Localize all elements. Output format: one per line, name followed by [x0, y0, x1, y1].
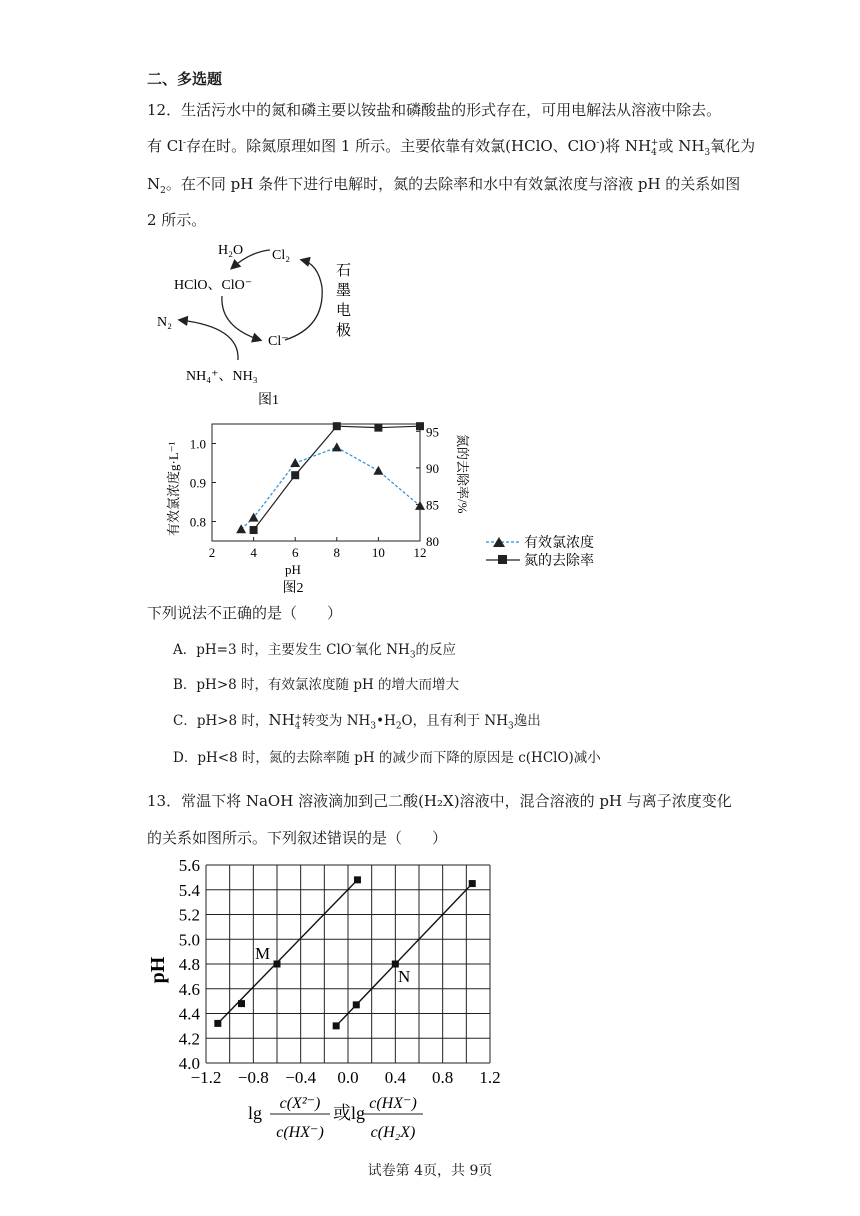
fig1-caption: 图1	[258, 393, 279, 408]
fig1-electrode-2: 墨	[336, 283, 352, 299]
q13-xlabel-num2: c(HX⁻)	[369, 1095, 417, 1112]
q12-option-a[interactable]: A．pH=3 时，主要发生 ClO-氧化 $NH_3$的反应	[173, 641, 457, 661]
q13-ylabel: pH	[147, 956, 169, 984]
q13-xtick-label: 0.4	[384, 1068, 406, 1087]
fig1-arrow-nh-to-n2	[180, 320, 238, 360]
fig2-ytick-right-label: 95	[426, 424, 439, 440]
q13-xlabel-or: 或lg	[333, 1103, 366, 1123]
fig2-nitrogen-point	[416, 422, 424, 430]
q13-chart	[140, 855, 520, 1155]
fig2-caption: 图2	[282, 581, 304, 596]
q13-ytick-label: 5.2	[178, 905, 200, 925]
q13-xlabel-den1: c(HX⁻)	[276, 1124, 324, 1141]
fig1-cl-minus: Cl⁻	[268, 334, 289, 349]
q12-line2: 有 Cl-存在时。除氮原理如图 1 所示。主要依靠有效氯(HClO、ClO-)将 $NH_4^+$或 $NH_3$氧化为	[147, 137, 756, 158]
q13-data-point	[469, 880, 476, 887]
q13-data-point	[333, 1022, 340, 1029]
q12-line3: $N_2$。在不同 pH 条件下进行电解时，氮的去除率和水中有效氯浓度与溶液 pH 的关系如图	[147, 175, 741, 196]
q13-xtick-label: −0.8	[237, 1068, 269, 1087]
fig2-nitrogen-point	[374, 424, 382, 432]
q13-line2: 的关系如图所示。下列叙述错误的是（ ）	[147, 829, 448, 847]
section-title: 二、多选题	[147, 70, 223, 88]
fig2-nitrogen-point	[333, 422, 341, 430]
q13-xtick-label: 0.8	[432, 1068, 454, 1087]
q12-option-b[interactable]: B．pH>8 时，有效氯浓度随 pH 的增大而增大	[173, 677, 460, 693]
fig2-nitrogen-point	[291, 471, 299, 479]
fig2-nitrogen-point	[250, 526, 258, 534]
fig1-n2: N₂	[157, 315, 172, 330]
figure-1-diagram	[150, 232, 370, 412]
q12-line4: 2 所示。	[147, 211, 207, 229]
q12-option-c[interactable]: C．pH>8 时，$NH_4^+$转变为 $NH_3•H_2O$，且有利于 $NH_3$逸出	[173, 711, 541, 732]
fig1-hclo: HClO、ClO⁻	[174, 278, 253, 293]
q13-xtick-label: 1.2	[479, 1068, 501, 1087]
fig2-ylabel-left: 有效氯浓度g·L⁻¹	[166, 441, 181, 536]
q12-option-d[interactable]: D．pH<8 时，氮的去除率随 pH 的减少而下降的原因是 c(HClO)减小	[173, 750, 601, 766]
q13-label-n: N	[398, 967, 411, 986]
fig1-nh: NH₄⁺、NH₃	[186, 369, 258, 384]
fig2-ytick-left-label: 0.8	[189, 514, 206, 530]
q13-data-point	[214, 1020, 221, 1027]
fig2-ylabel-right: 氮的去除率/%	[455, 434, 470, 514]
q13-xlabel-num1: c(X²⁻)	[279, 1095, 321, 1112]
fig2-chlorine-point	[332, 442, 342, 451]
fig2-ytick-right-label: 90	[426, 460, 439, 476]
q13-ytick-label: 4.2	[178, 1029, 200, 1049]
q13-ytick-label: 4.4	[178, 1004, 200, 1024]
q13-line1: 13．常温下将 NaOH 溶液滴加到己二酸(H₂X)溶液中，混合溶液的 pH 与离子浓度变化	[147, 792, 732, 810]
fig1-electrode-3: 电	[336, 303, 352, 319]
q13-ytick-label: 4.0	[178, 1054, 200, 1073]
q13-xtick-label: −1.2	[190, 1068, 222, 1087]
q12-line1: 12．生活污水中的氮和磷主要以铵盐和磷酸盐的形式存在，可用电解法从溶液中除去。	[147, 101, 722, 119]
q13-xtick-label: −0.4	[285, 1068, 317, 1087]
fig1-cl2: Cl₂	[272, 248, 291, 263]
fig2-xtick-label: 8	[333, 545, 341, 560]
fig2-xtick-label: 4	[250, 545, 257, 560]
q13-xtick-label: 0.0	[337, 1068, 359, 1087]
q13-ytick-label: 5.4	[178, 880, 200, 900]
legend-label-chlorine: 有效氯浓度	[524, 536, 594, 551]
q13-label-m: M	[255, 944, 271, 963]
q13-ytick-label: 5.6	[178, 856, 200, 875]
q13-data-point	[238, 1000, 245, 1007]
q13-ytick-label: 5.0	[178, 930, 200, 950]
fig2-series-chlorine-line	[241, 447, 420, 529]
q13-data-point	[353, 1001, 360, 1008]
fig2-xtick-label: 6	[291, 545, 299, 560]
fig1-electrode-1: 石	[336, 263, 352, 279]
fig1-h2o: H₂O	[218, 243, 244, 258]
legend-label-nitrogen: 氮的去除率	[524, 554, 594, 569]
fig2-ytick-left-label: 1.0	[189, 436, 206, 452]
fig2-xlabel: pH	[285, 562, 301, 577]
fig2-chlorine-point	[290, 458, 300, 467]
q12-prompt: 下列说法不正确的是（ ）	[147, 604, 343, 622]
fig1-arrow-hclo-to-cl	[222, 296, 260, 340]
fig2-xtick-label: 12	[413, 545, 427, 560]
fig2-ytick-right-label: 80	[426, 534, 439, 549]
figure-2-chart	[150, 416, 620, 596]
fig2-ytick-right-label: 85	[426, 497, 439, 513]
q13-data-point	[354, 876, 361, 883]
q13-xlabel-lg: lg	[248, 1103, 263, 1123]
fig2-plot-frame	[212, 424, 420, 541]
fig1-electrode-4: 极	[336, 323, 352, 339]
page-footer: 试卷第 4页，共 9页	[367, 1163, 493, 1179]
fig2-xtick-label: 2	[208, 545, 216, 560]
q13-xlabel-den2: c(H₂X)	[370, 1124, 416, 1141]
legend-square-icon	[498, 555, 507, 564]
fig2-series-nitrogen-line	[254, 426, 420, 530]
fig2-xtick-label: 10	[371, 545, 385, 560]
q13-data-point	[274, 961, 281, 968]
q13-ytick-label: 4.8	[178, 955, 200, 974]
fig1-arrow-cl-to-cl2	[285, 260, 322, 340]
q13-ytick-label: 4.6	[178, 979, 200, 999]
fig2-chlorine-point	[373, 466, 383, 475]
fig2-ytick-left-label: 0.9	[189, 475, 206, 491]
